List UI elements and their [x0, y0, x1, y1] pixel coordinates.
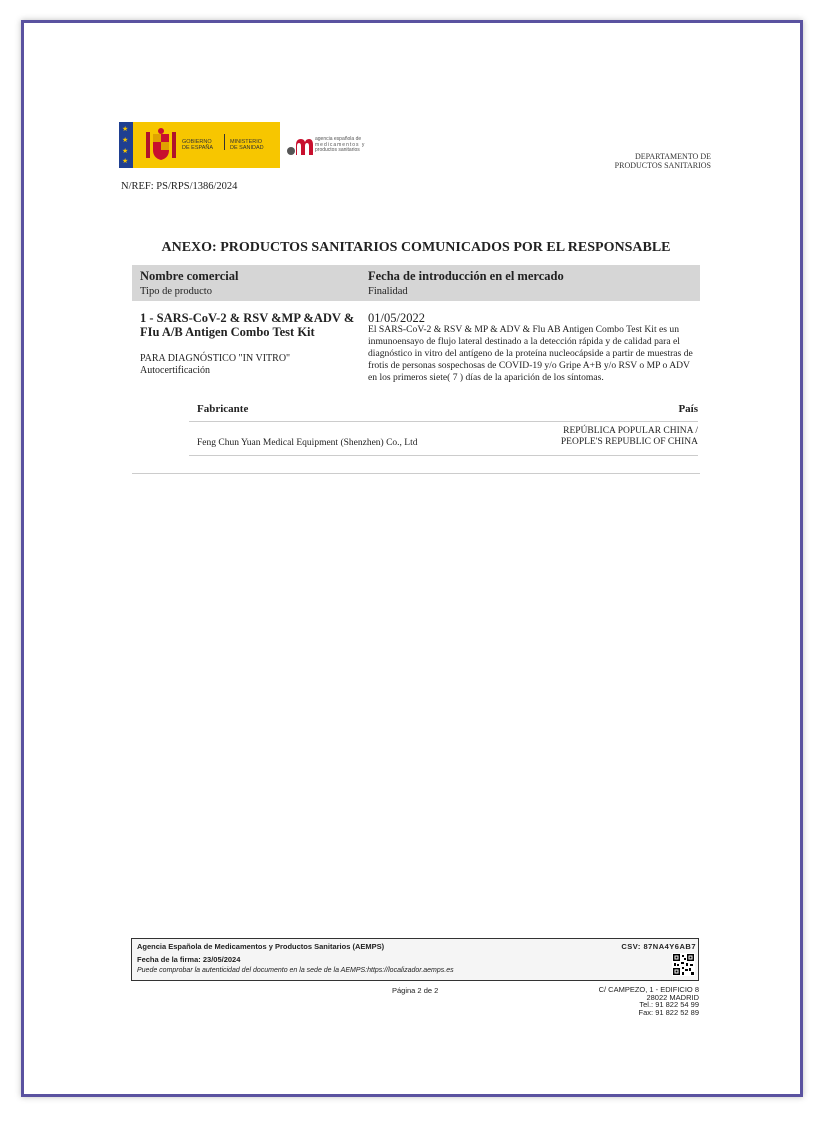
star-icon: ★ [122, 136, 129, 144]
manufacturer-name: Feng Chun Yuan Medical Equipment (Shenzhen) Co., Ltd [197, 438, 418, 448]
col1-subtitle: Tipo de producto [140, 286, 212, 297]
col1-title: Nombre comercial [140, 269, 239, 283]
dept-line1: DEPARTAMENTO DE [635, 152, 711, 161]
col2-title: Fecha de introducción en el mercado [368, 269, 564, 283]
page-number: Página 2 de 2 [392, 986, 439, 995]
address-line2: 28022 MADRID [646, 992, 699, 1002]
manufacturer-heading: Fabricante [197, 403, 249, 415]
min-line1: MINISTERIO [230, 139, 263, 145]
star-icon: ★ [122, 125, 129, 133]
ministerio-label [230, 139, 264, 151]
col2-subtitle: Finalidad [368, 286, 408, 297]
aemps-line2: medicamentos y [315, 141, 366, 148]
product-type-line2: Autocertificación [140, 365, 210, 376]
manufacturer-country [561, 426, 698, 448]
coat-of-arms-icon [143, 126, 179, 164]
country-line1: REPÚBLICA POPULAR CHINA / [563, 426, 698, 436]
signature-date: Fecha de la firma: 23/05/2024 [137, 955, 241, 964]
gov-line1: GOBIERNO [182, 139, 212, 145]
document-title: ANEXO: PRODUCTOS SANITARIOS COMUNICADOS POR EL RESPONSABLE [161, 240, 671, 255]
country-heading: País [678, 403, 698, 415]
divider [189, 421, 698, 422]
verification-note: Puede comprobar la autenticidad del documento en la sede de la AEMPS:https://localizador.aemps.es [137, 967, 454, 974]
product-type-line1: PARA DIAGNÓSTICO "IN VITRO" [140, 353, 291, 364]
table-header-col2 [368, 269, 564, 299]
divider [132, 473, 700, 474]
min-line2: DE SANIDAD [230, 145, 264, 151]
department-label [615, 152, 711, 170]
qr-code-icon [672, 953, 695, 976]
dept-line2: PRODUCTOS SANITARIOS [614, 161, 711, 170]
table-header-col1 [140, 269, 238, 299]
star-icon: ★ [122, 147, 129, 155]
aemps-line1: agencia española de [315, 136, 362, 142]
reference-number: N/REF: PS/RPS/1386/2024 [121, 181, 238, 192]
aemps-logo-icon [287, 137, 313, 157]
product-purpose: El SARS-CoV-2 & RSV & MP & ADV & Flu AB Antigen Combo Test Kit es un inmunoensayo de flujo lateral destinado a la detección rápida y de calidad para el diagnóstico in vitro del antígeno de la proteína nucleocápside a partir de muestras de frotis de personas sospechosas de COVID-19 y/o Gripe A+B y/o RSV o MP o ADV en los primeros siete( 7 ) días de la aparición de los síntomas. [368, 324, 693, 383]
agency-name: Agencia Española de Medicamentos y Productos Sanitarios (AEMPS) [137, 942, 385, 951]
gov-line2: DE ESPAÑA [182, 145, 214, 151]
csv-code: CSV: 87NA4Y6AB7 [621, 942, 696, 951]
gobierno-label [182, 139, 213, 151]
market-date: 01/05/2022 [368, 311, 425, 325]
product-name: 1 - SARS-CoV-2 & RSV &MP &ADV & FIu A/B Antigen Combo Test Kit [140, 311, 355, 339]
logo-separator [224, 134, 225, 150]
aemps-name [315, 137, 365, 154]
country-line2: PEOPLE'S REPUBLIC OF CHINA [560, 437, 698, 447]
aemps-line3: productos sanitarios [315, 147, 360, 153]
agency-address [599, 986, 699, 1016]
address-fax: Fax: 91 822 52 89 [638, 1007, 699, 1017]
address-phone: Tel.: 91 822 54 99 [639, 1000, 699, 1009]
product-type [140, 353, 290, 377]
eu-flag-stripe [119, 122, 133, 168]
address-line1: C/ CAMPEZO, 1 - EDIFICIO 8 [598, 985, 699, 994]
star-icon: ★ [122, 157, 129, 165]
divider [189, 455, 698, 456]
